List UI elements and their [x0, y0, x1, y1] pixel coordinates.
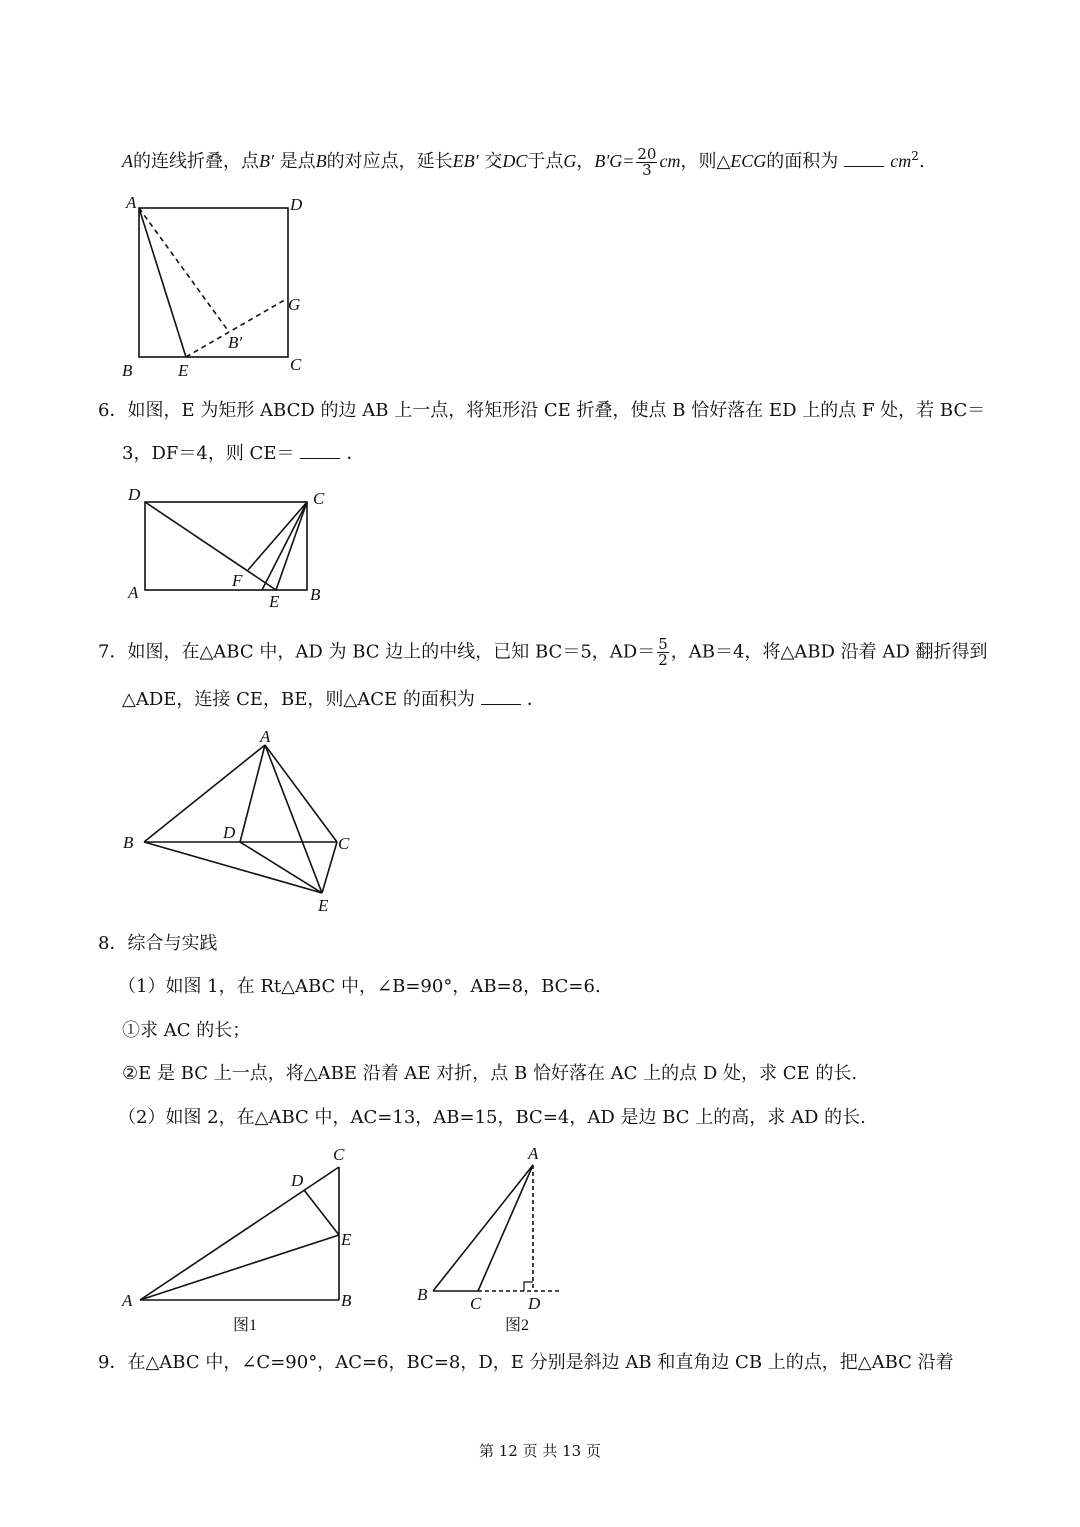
fig5-label-B: B — [122, 361, 133, 380]
fig5-label-G: G — [288, 295, 301, 314]
fig5-label-A: A — [126, 193, 137, 212]
q9-line-1: 9．在△ABC 中，∠C=90°，AC=6，BC=8，D，E 分别是斜边 AB 和直角边 CB 上的点，把△ABC 沿着 — [98, 1352, 954, 1373]
fig5-label-E: E — [178, 361, 189, 380]
fig8-1-label-D: D — [291, 1171, 304, 1190]
q8-part-1: （1）如图 1，在 Rt△ABC 中，∠B=90°，AB=8，BC=6. — [118, 976, 601, 997]
fig8-1-label-A: A — [122, 1291, 133, 1310]
fig5-label-D: D — [290, 195, 303, 214]
fig6-label-D: D — [128, 485, 141, 504]
q7-line-2: △ADE，连接 CE，BE，则△ACE 的面积为 ． — [122, 689, 545, 710]
fig8-2-label-D: D — [528, 1294, 541, 1313]
fig8-2-caption: 图2 — [505, 1317, 530, 1334]
fig5-label-C: C — [290, 355, 302, 374]
fig6-label-C: C — [313, 489, 325, 508]
q8-title: 8．综合与实践 — [98, 933, 218, 954]
fig8-2-label-A: A — [528, 1144, 539, 1163]
page-footer: 第 12 页 共 13 页 — [478, 1442, 601, 1460]
fig6-label-A: A — [128, 583, 139, 602]
answer-blank — [300, 444, 340, 459]
fig6-label-F: F — [232, 571, 243, 590]
q5-text-line: A的连线折叠，点B′ 是点B的对应点，延长EB′ 交DC于点G，B'G= $\frac{20}{3}$ cm，则△ECG的面积为 $cm^2$. — [122, 144, 925, 179]
fig7-label-C: C — [338, 834, 350, 853]
answer-blank — [844, 152, 884, 167]
fig5-label-B-prime: B′ — [228, 333, 243, 352]
q8-part-2: （2）如图 2，在△ABC 中，AC=13，AB=15，BC=4，AD 是边 BC 上的高，求 AD 的长. — [118, 1107, 866, 1128]
fig7-label-E: E — [318, 896, 329, 915]
fig7-label-B: B — [123, 833, 134, 852]
fraction-5-2: $\frac{5}{2}$ — [658, 635, 668, 669]
fig8-1-label-C: C — [333, 1145, 345, 1164]
fig6-label-B: B — [310, 585, 321, 604]
q8-part-1a: ①求 AC 的长； — [122, 1020, 251, 1041]
fig8-2-label-B: B — [417, 1285, 428, 1304]
fig7-label-D: D — [223, 823, 236, 842]
q7-line-1: 7．如图，在△ABC 中，AD 为 BC 边上的中线，已知 BC＝5，AD＝ $\frac{5}{2}$ ，AB＝4，将△ABD 沿着 AD 翻折得到 — [98, 635, 988, 669]
q6-line-1: 6．如图，E 为矩形 ABCD 的边 AB 上一点，将矩形沿 CE 折叠，使点 B 恰好落在 ED 上的点 F 处，若 BC＝ — [98, 400, 986, 421]
fig8-2-label-C: C — [470, 1294, 482, 1313]
fig8-1-label-E: E — [341, 1230, 352, 1249]
answer-blank — [481, 690, 521, 705]
fig8-1-caption: 图1 — [233, 1317, 258, 1334]
fraction-20-3: $\frac{20}{3}$ — [637, 144, 657, 179]
q6-line-2: 3，DF＝4，则 CE＝ ． — [122, 443, 365, 464]
fig8-1-label-B: B — [341, 1291, 352, 1310]
q8-part-1b: ②E 是 BC 上一点，将△ABE 沿着 AE 对折，点 B 恰好落在 AC 上的点 D 处，求 CE 的长. — [122, 1063, 858, 1084]
fig7-label-A: A — [260, 727, 271, 746]
fig6-label-E: E — [269, 592, 280, 611]
